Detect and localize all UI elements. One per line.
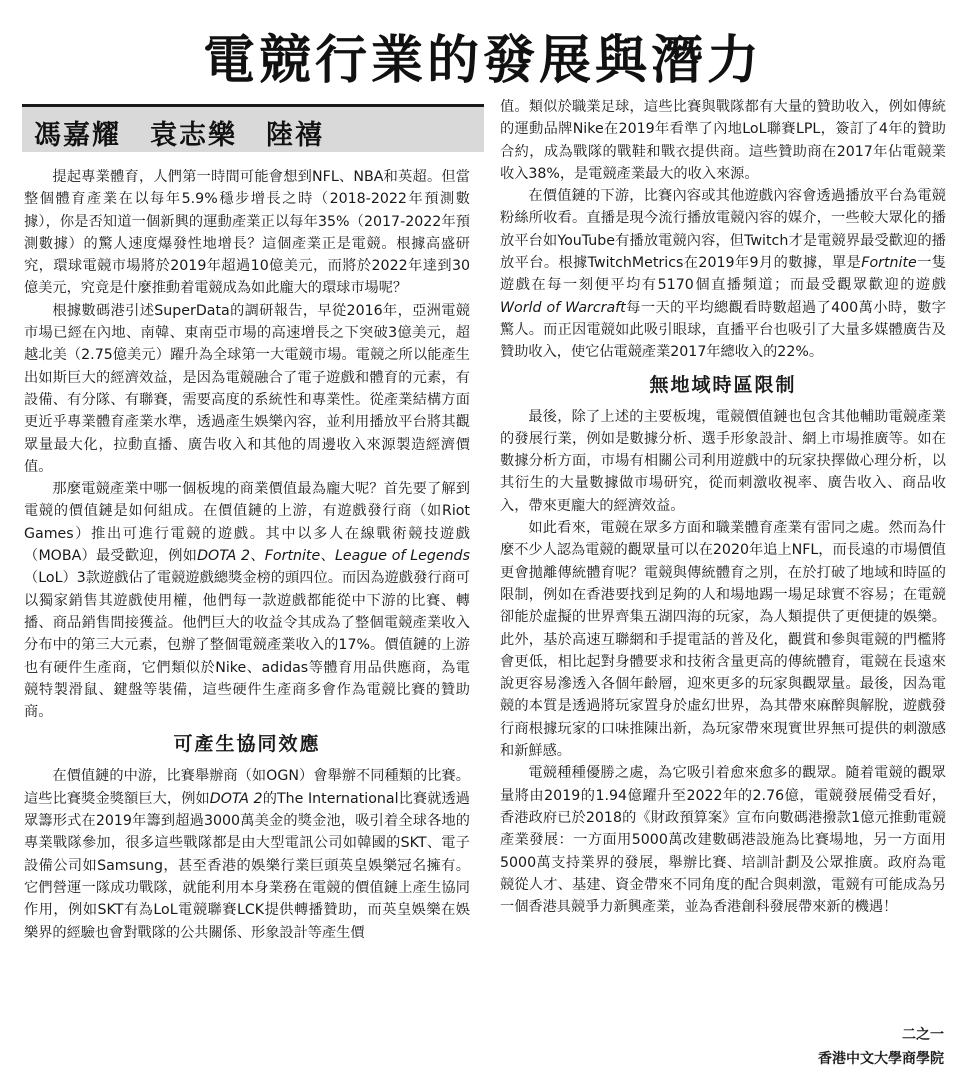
paragraph: 電競種種優勝之處，為它吸引着愈來愈多的觀眾。隨着電競的觀眾量將由2019的1.94億躍升至2022年的2.76億，電競發展備受看好，香港政府已於2018的《財政預算案》宣布向數碼港撥款1億元推動電競產業發展：一方面用5000萬改建數碼港設施為比賽場地，另一方面用5000萬支持業界的發展，舉辦比賽、培訓計劃及公眾推廣。政府為電競從人才、基建、資金帶來不同角度的配合與刺激，電競有可能成為另一個香港具競爭力新興產業，並為香港創科發展帶來新的機遇！ <box>500 765 946 916</box>
section-heading: 無地域時區限制 <box>649 373 797 396</box>
source-credit: 香港中文大學商學院 <box>818 1051 944 1067</box>
paragraph: 根據數碼港引述SuperData的調研報告，早從2016年，亞洲電競市場已經在內地、南韓、東南亞市場的高速增長之下突破3億美元，超越北美（2.75億美元）躍升為全球第一大電競市場。電競之所以能產生出如斯巨大的經濟效益，是因為電競融合了電子遊戲和體育的元素，有設備、有分隊、有聯賽，需要高度的系統性和專業性。從產業結構方面更近乎專業體育產業水準，透過產生娛樂內容，並利用播放平台將其觀眾量最大化，拉動直播、廣告收入和其他的周邊收入來源製造經濟價值。 <box>24 302 470 475</box>
series-part-marker: 二之一 <box>902 1027 944 1043</box>
left-column <box>24 166 470 944</box>
paragraph: 值。類似於職業足球，這些比賽與戰隊都有大量的贊助收入，例如傳統的運動品牌Nike在2019年看準了內地LoL聯賽LPL，簽訂了4年的贊助合約，成為戰隊的戰鞋和戰衣提供商。這些贊助商在2017年佔電競業收入38%，是電競產業最大的收入來源。 <box>500 99 946 182</box>
paragraph: 那麼電競產業中哪一個板塊的商業價值最為龐大呢？首先要了解到電競的價值鏈是如何組成。在價值鏈的上游，有遊戲發行商（如Riot Games）推出可進行電競的遊戲。其中以多人在線戰術競技遊戲（MOBA）最受歡迎，例如DOTA 2、Fortnite、League of Legends（LoL）3款遊戲佔了電競遊戲總獎金榜的頭四位。而因為遊戲發行商可以獨家銷售其遊戲使用權，他們每一款遊戲都能從中下游的比賽、轉播、商品銷售間接獲益。他們巨大的收益令其成為了整個電競產業收入分布中的第三大元素，包辦了整個電競產業收入的17%。價值鏈的上游也有硬件生產商，它們類似於Nike、adidas等體育用品供應商，為電競特製滑鼠、鍵盤等裝備，這些硬件生產商多會作為電競比賽的贊助商。 <box>24 481 470 721</box>
author-names: 馮嘉耀 袁志樂 陸禧 <box>34 120 324 151</box>
paragraph: 在價值鏈的中游，比賽舉辦商（如OGN）會舉辦不同種類的比賽。這些比賽獎金獎額巨大，例如DOTA 2的The International比賽就透過眾籌形式在2019年籌到超過3000萬美金的獎金池，吸引着全球各地的專業戰隊參加，很多這些戰隊都是由大型電訊公司如韓國的SKT、電子設備公司如Samsung，甚至香港的娛樂行業巨頭英皇娛樂冠名擁有。它們營運一隊成功戰隊，就能利用本身業務在電競的價值鏈上產生協同作用，例如SKT有為LoL電競聯賽LCK提供轉播贊助，而英皇娛樂在娛樂界的經驗也會對戰隊的公共關係、形象設計等產生價 <box>24 768 470 941</box>
paragraph: 提起專業體育，人們第一時間可能會想到NFL、NBA和英超。但當整個體育產業在以每年5.9%穩步增長之時（2018-2022年預測數據），你是否知道一個新興的運動產業正以每年35%（2017-2022年預測數據）的驚人速度爆發性地增長？這個產業正是電競。根據高盛研究，環球電競市場將於2019年超過10億美元，而將於2022年達到30億美元，究竟是什麼推動着電競成為如此龐大的環球市場呢？ <box>24 169 470 297</box>
right-column <box>500 96 946 918</box>
paragraph: 如此看來，電競在眾多方面和職業體育產業有雷同之處。然而為什麼不少人認為電競的觀眾量可以在2020年追上NFL，而長遠的市場價值更會拋離傳統體育呢？電競與傳統體育之別，在於打破了地域和時區的限制，例如在香港要找到足夠的人和場地踢一場足球實不容易；在電競卻能於虛擬的世界齊集五湖四海的玩家，為人類提供了更便捷的娛樂。此外，基於高速互聯網和手提電話的普及化，觀賞和參與電競的門檻將會更低，相比起對身體要求和技術含量更高的傳統體育，電競在長遠來說更容易滲透入各個年齡層，迎來更多的玩家與觀眾量。最後，因為電競的本質是透過將玩家置身於虛幻世界，為其帶來麻醉與解脫，遊戲發行商根據玩家的口味推陳出新，為玩家帶來現實世界無可提供的刺激感和新鮮感。 <box>500 520 946 760</box>
author-banner <box>22 104 484 152</box>
paragraph: 在價值鏈的下游，比賽內容或其他遊戲內容會透過播放平台為電競粉絲所收看。直播是現今流行播放電競內容的媒介，一些較大眾化的播放平台如YouTube有播放電競內容，但Twitch才是電競界最受歡迎的播放平台。根據TwitchMetrics在2019年9月的數據，單是Fortnite一隻遊戲在每一刻便平均有5170個直播頻道；而最受觀眾歡迎的遊戲World of Warcraft每一天的平均總觀看時數超過了400萬小時，數字驚人。而正因電競如此吸引眼球，直播平台也吸引了大量多媒體廣告及贊助收入，使它佔電競產業2017年總收入的22%。 <box>500 188 946 361</box>
section-heading: 可產生協同效應 <box>173 733 321 756</box>
article-title: 電競行業的發展與潛力 <box>202 30 763 91</box>
paragraph: 最後，除了上述的主要板塊，電競價值鏈也包含其他輔助電競產業的發展行業，例如是數據分析、選手形象設計、網上市場推廣等。如在數據分析方面，市場有相關公司利用遊戲中的玩家抉擇做心理分析，以其衍生的大量數據做市場研究，從而刺激收視率、廣告收入、商品收入，帶來更龐大的經濟效益。 <box>500 408 946 514</box>
